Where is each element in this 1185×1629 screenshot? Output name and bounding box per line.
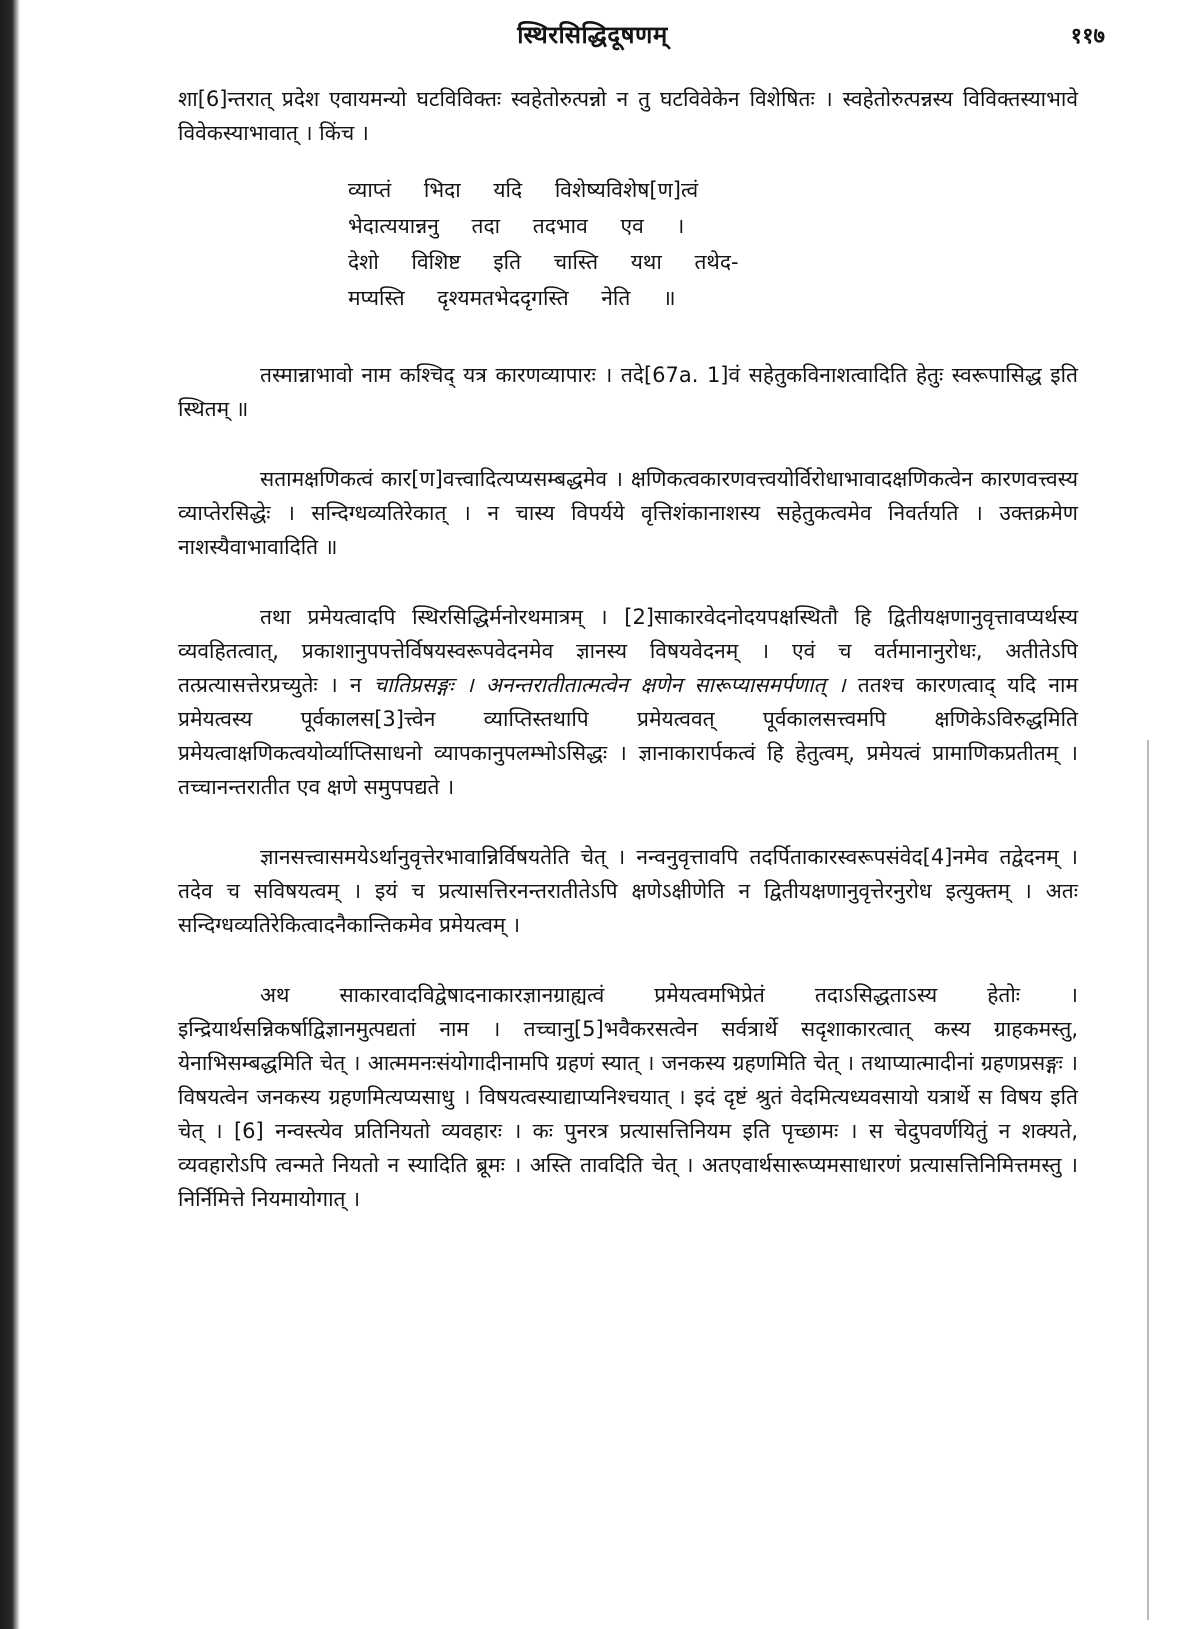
verse-line: व्याप्तं भिदा यदि विशेष्यविशेष[ण]त्वं: [348, 178, 699, 202]
page-number: ११७: [1070, 24, 1105, 49]
paragraph-5: ज्ञानसत्त्वासमयेऽर्थानुवृत्तेरभावान्निर्विषयतेति चेत् । नन्वनुवृत्तावपि तदर्पिताकारस्वरूपसंवेद[4]नमेव तद्वेदनम् । तदेव च सविषयत्वम् । इयं च प्रत्यासत्तिरनन्तरातीतेऽपि क्षणेऽक्षीणेति न द्वितीयक्षणानुवृत्तेरनुरोध इत्युक्तम् । अतः सन्दिग्धव्यतिरेकित्वादनैकान्तिकमेव प्रमेयत्वम् ।: [178, 845, 1078, 937]
verse-block: [348, 172, 1078, 316]
paragraph-4-part-c: ततश्च कारणत्वाद् यदि नाम प्रमेयत्वस्य पूर्वकालस[3]त्त्वेन व्याप्तिस्तथापि प्रमेयत्ववत् पूर्वकालसत्त्वमपि क्षणिकेऽविरुद्धमिति प्रमेयत्वाक्षणिकत्वयोर्व्याप्तिसाधनो व्यापकानुपलम्भोऽसिद्धः । ज्ञानाकारार्पकत्वं हि हेतुत्वम्, प्रमेयत्वं प्रामाणिकप्रतीतम् । तच्चानन्तरातीत एव क्षणे समुपपद्यते ।: [178, 673, 1078, 799]
running-title: स्थिरसिद्धिदूषणम्: [517, 21, 668, 49]
verse-line: देशो विशिष्ट इति चास्ति यथा तथेद-: [348, 250, 739, 274]
page-body: [178, 82, 1078, 1216]
paragraph-4-part-b: चातिप्रसङ्गः । अनन्तरातीतात्मत्वेन क्षणेन सारूप्यासमर्पणात् ।: [373, 673, 846, 697]
verse-line: मप्यस्ति दृश्यमतभेददृगस्ति नेति ॥: [348, 286, 676, 310]
scan-right-edge-line: [1147, 740, 1149, 1620]
paragraph-3: सतामक्षणिकत्वं कार[ण]वत्त्वादित्यप्यसम्बद्धमेव । क्षणिकत्वकारणवत्त्वयोर्विरोधाभावादक्षणिकत्वेन कारणवत्त्वस्य व्याप्तेरसिद्धेः । सन्दिग्धव्यतिरेकात् । न चास्य विपर्यये वृत्तिशंकानाशस्य सहेतुकत्वमेव निवर्तयति । उक्तक्रमेण नाशस्यैवाभावादिति ॥: [178, 467, 1078, 559]
verse-line: भेदात्ययान्ननु तदा तदभाव एव ।: [348, 214, 685, 238]
paragraph-6: अथ साकारवादविद्वेषादनाकारज्ञानग्राह्यत्वं प्रमेयत्वमभिप्रेतं तदाऽसिद्धताऽस्य हेतोः । इन्द्रियार्थसन्निकर्षाद्विज्ञानमुत्पद्यतां नाम । तच्चानु[5]भवैकरसत्वेन सर्वत्रार्थे सदृशाकारत्वात् कस्य ग्राहकमस्तु, येनाभिसम्बद्धमिति चेत् । आत्ममनःसंयोगादीनामपि ग्रहणं स्यात् । जनकस्य ग्रहणमिति चेत् । तथाप्यात्मादीनां ग्रहणप्रसङ्गः । विषयत्वेन जनकस्य ग्रहणमित्यप्यसाधु । विषयत्वस्याद्याप्यनिश्चयात् । इदं दृष्टं श्रुतं वेदमित्यध्यवसायो यत्रार्थे स विषय इति चेत् । [6] नन्वस्त्येव प्रतिनियतो व्यवहारः । कः पुनरत्र प्रत्यासत्तिनियम इति पृच्छामः । स चेदुपवर्णयितुं न शक्यते, व्यवहारोऽपि त्वन्मते नियतो न स्यादिति ब्रूमः । अस्ति तावदिति चेत् । अतएवार्थसारूप्यमसाधारणं प्रत्यासत्तिनिमित्तमस्तु । निर्निमित्ते नियमायोगात् ।: [178, 983, 1078, 1211]
paragraph-2: तस्मान्नाभावो नाम कश्चिद् यत्र कारणव्यापारः । तदे[67a. 1]वं सहेतुकविनाशत्वादिति हेतुः स्वरूपासिद्ध इति स्थितम् ॥: [178, 363, 1078, 421]
scan-left-edge-shadow: [0, 0, 20, 1629]
paragraph-1: शा[6]न्तरात् प्रदेश एवायमन्यो घटविविक्तः स्वहेतोरुत्पन्नो न तु घटविवेकेन विशेषितः । स्वहेतोरुत्पन्नस्य विविक्तस्याभावे विवेकस्याभावात् । किंच ।: [178, 87, 1078, 145]
paragraph-4-part-a: तथा प्रमेयत्वादपि स्थिरसिद्धिर्मनोरथमात्रम् । [2]साकारवेदनोदयपक्षस्थितौ हि द्वितीयक्षणानुवृत्तावप्यर्थस्य व्यवहितत्वात्, प्रकाशानुपपत्तेर्विषयस्वरूपवेदनमेव ज्ञानस्य विषयवेदनम् । एवं च वर्तमानानुरोधः, अतीतेऽपि तत्प्रत्यासत्तेरप्रच्युतेः । न: [178, 605, 1078, 697]
paragraph-4: [178, 600, 1078, 804]
